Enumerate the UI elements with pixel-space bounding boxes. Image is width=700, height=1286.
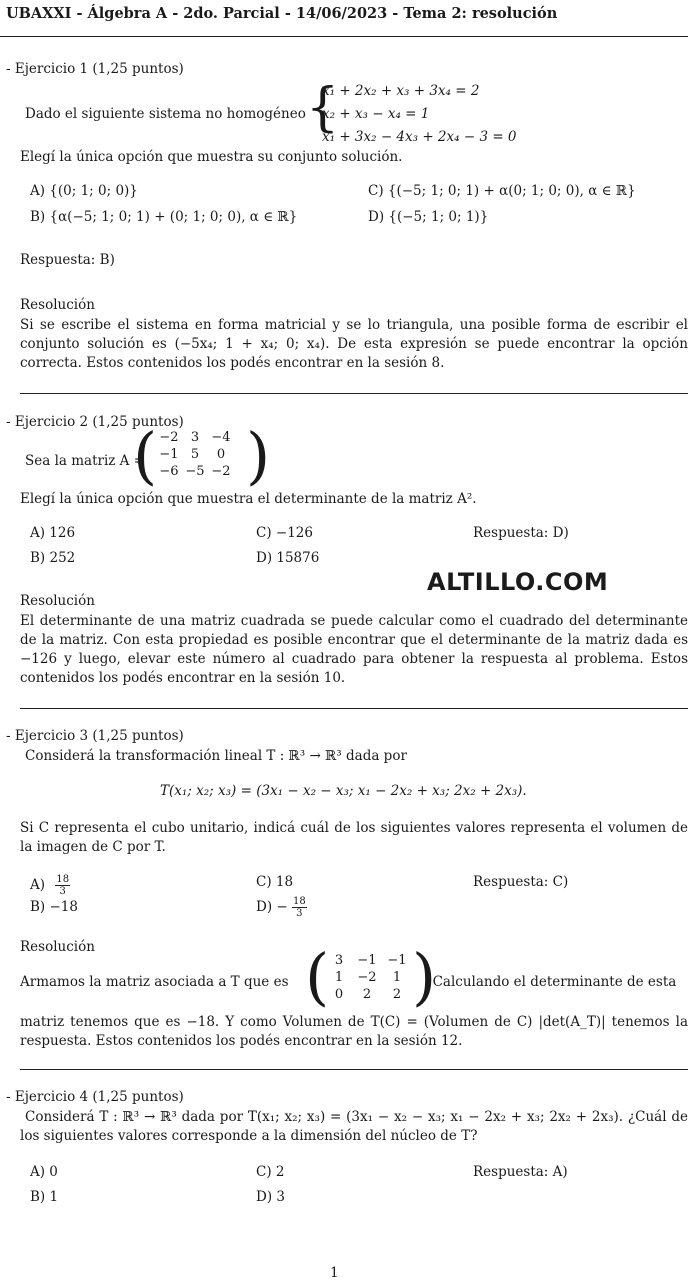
matrix-cell: 3 bbox=[190, 430, 200, 445]
exercise-3-prompt: Si C representa el cubo unitario, indicá cuál de los siguientes valores representa el volumen de la imagen de C por T. bbox=[20, 820, 688, 855]
resolution-title: Resolución bbox=[20, 939, 95, 955]
exercise-3-heading: - Ejercicio 3 (1,25 puntos) bbox=[6, 728, 184, 744]
answer: Respuesta: A) bbox=[473, 1164, 568, 1180]
page-title: UBAXXI - Álgebra A - 2do. Parcial - 14/06/2023 - Tema 2: resolución bbox=[6, 5, 558, 22]
fraction-numerator: 18 bbox=[56, 874, 70, 885]
option-a[interactable] bbox=[30, 874, 70, 897]
option-d[interactable] bbox=[256, 896, 307, 919]
option-c[interactable]: C) 2 bbox=[256, 1164, 285, 1180]
option-b[interactable]: B) 1 bbox=[30, 1189, 59, 1205]
resolution-text-post: . Calculando el determinante de esta bbox=[424, 974, 677, 990]
matrix-left-paren: ( bbox=[133, 419, 158, 492]
system-brace: { bbox=[306, 78, 340, 138]
matrix-left-paren: ( bbox=[305, 940, 330, 1013]
option-a[interactable]: A) 0 bbox=[30, 1164, 58, 1180]
resolution-text: El determinante de una matriz cuadrada se puede calcular como el cuadrado del determinante de la matriz. Con esta propiedad es posible encontrar que el determinante de la matriz dada es −126 y luego, elevar este número al cuadrado para obtener la respuesta al problema. Estos contenidos los podés encontrar en la sesión 10. bbox=[20, 613, 688, 686]
exercise-4-heading: - Ejercicio 4 (1,25 puntos) bbox=[6, 1089, 184, 1105]
equation-1: x₁ + 2x₂ + x₃ + 3x₄ = 2 bbox=[322, 83, 480, 99]
option-b[interactable]: B) {α(−5; 1; 0; 1) + (0; 1; 0; 0), α ∈ ℝ} bbox=[30, 209, 298, 225]
matrix-cell: −1 bbox=[387, 953, 407, 968]
option-label: D) − bbox=[256, 899, 288, 915]
matrix-cell: −2 bbox=[211, 464, 231, 479]
fraction bbox=[292, 896, 307, 919]
matrix-a bbox=[156, 430, 234, 479]
matrix-cell: −5 bbox=[185, 464, 205, 479]
matrix-cell: 1 bbox=[392, 970, 402, 985]
answer: Respuesta: D) bbox=[473, 525, 569, 541]
matrix-cell: 0 bbox=[334, 987, 344, 1002]
option-c[interactable]: C) {(−5; 1; 0; 1) + α(0; 1; 0; 0), α ∈ ℝ} bbox=[368, 183, 636, 199]
transformation-formula: T(x₁; x₂; x₃) = (3x₁ − x₂ − x₃; x₁ − 2x₂ + x₃; 2x₂ + 2x₃). bbox=[160, 783, 527, 799]
resolution-title: Resolución bbox=[20, 297, 95, 313]
resolution-text-pre: Armamos la matriz asociada a T que es bbox=[20, 974, 289, 990]
option-a[interactable]: A) {(0; 1; 0; 0)} bbox=[30, 183, 138, 199]
option-b[interactable]: B) −18 bbox=[30, 899, 78, 915]
exercise-1-heading: - Ejercicio 1 (1,25 puntos) bbox=[6, 61, 184, 77]
option-c[interactable]: C) −126 bbox=[256, 525, 313, 541]
matrix-cell: −2 bbox=[159, 430, 179, 445]
divider bbox=[20, 708, 688, 709]
resolution-text: Si se escribe el sistema en forma matricial y se lo triangula, una posible forma de escribir el conjunto solución es (−5x₄; 1 + x₄; 0; x₄). De esta expresión se puede encontrar la opción correcta. Estos contenidos los podés encontrar en la sesión 8. bbox=[20, 317, 688, 371]
equation-2: x₂ + x₃ − x₄ = 1 bbox=[322, 106, 430, 122]
exercise-2-intro: Sea la matriz A = bbox=[25, 453, 146, 469]
matrix-right-paren: ) bbox=[412, 940, 437, 1013]
matrix-cell: −2 bbox=[357, 970, 377, 985]
option-d[interactable]: D) 3 bbox=[256, 1189, 285, 1205]
matrix-cell: −6 bbox=[159, 464, 179, 479]
exercise-4-prompt: Considerá T : ℝ³ → ℝ³ dada por T(x₁; x₂; x₃) = (3x₁ − x₂ − x₃; x₁ − 2x₂ + x₃; 2x₂ + 2x₃). ¿Cuál de los siguientes valores corresponde a la dimensión del núcleo de T? bbox=[20, 1109, 688, 1144]
header-divider bbox=[0, 36, 688, 37]
matrix-t bbox=[326, 953, 412, 1002]
divider bbox=[20, 393, 688, 394]
exercise-1-prompt: Elegí la única opción que muestra su conjunto solución. bbox=[20, 149, 403, 165]
answer: Respuesta: B) bbox=[20, 252, 115, 268]
matrix-cell: −1 bbox=[357, 953, 377, 968]
option-d[interactable]: D) 15876 bbox=[256, 550, 320, 566]
option-b[interactable]: B) 252 bbox=[30, 550, 76, 566]
matrix-cell: 0 bbox=[216, 447, 226, 462]
fraction bbox=[55, 874, 70, 897]
fraction-denominator: 3 bbox=[59, 886, 66, 897]
answer: Respuesta: C) bbox=[473, 874, 569, 890]
page-number: 1 bbox=[330, 1265, 339, 1281]
fraction-numerator: 18 bbox=[293, 896, 306, 907]
exercise-2-heading: - Ejercicio 2 (1,25 puntos) bbox=[6, 414, 184, 430]
divider bbox=[20, 1069, 688, 1070]
fraction-denominator: 3 bbox=[296, 908, 303, 919]
exercise-1-intro: Dado el siguiente sistema no homogéneo bbox=[25, 106, 306, 122]
option-d[interactable]: D) {(−5; 1; 0; 1)} bbox=[368, 209, 489, 225]
watermark-logo: ALTILLO.COM bbox=[427, 568, 609, 596]
option-c[interactable]: C) 18 bbox=[256, 874, 294, 890]
option-a[interactable]: A) 126 bbox=[30, 525, 76, 541]
matrix-cell: 5 bbox=[190, 447, 200, 462]
matrix-cell: 1 bbox=[334, 970, 344, 985]
matrix-cell: −4 bbox=[211, 430, 231, 445]
resolution-text: matriz tenemos que es −18. Y como Volumen de T(C) = (Volumen de C) |det(A_T)| tenemos la respuesta. Estos contenidos los podés encontrar en la sesión 12. bbox=[20, 1014, 688, 1049]
exercise-2-prompt: Elegí la única opción que muestra el determinante de la matriz A². bbox=[20, 491, 477, 507]
option-label: A) bbox=[30, 877, 46, 893]
equation-3: x₁ + 3x₂ − 4x₃ + 2x₄ − 3 = 0 bbox=[322, 129, 517, 145]
resolution-title: Resolución bbox=[20, 593, 95, 609]
matrix-right-paren: ) bbox=[246, 419, 271, 492]
matrix-cell: 2 bbox=[362, 987, 372, 1002]
matrix-cell: 2 bbox=[392, 987, 402, 1002]
matrix-cell: −1 bbox=[159, 447, 179, 462]
matrix-cell: 3 bbox=[334, 953, 344, 968]
exercise-3-intro: Considerá la transformación lineal T : ℝ³ → ℝ³ dada por bbox=[25, 748, 407, 764]
